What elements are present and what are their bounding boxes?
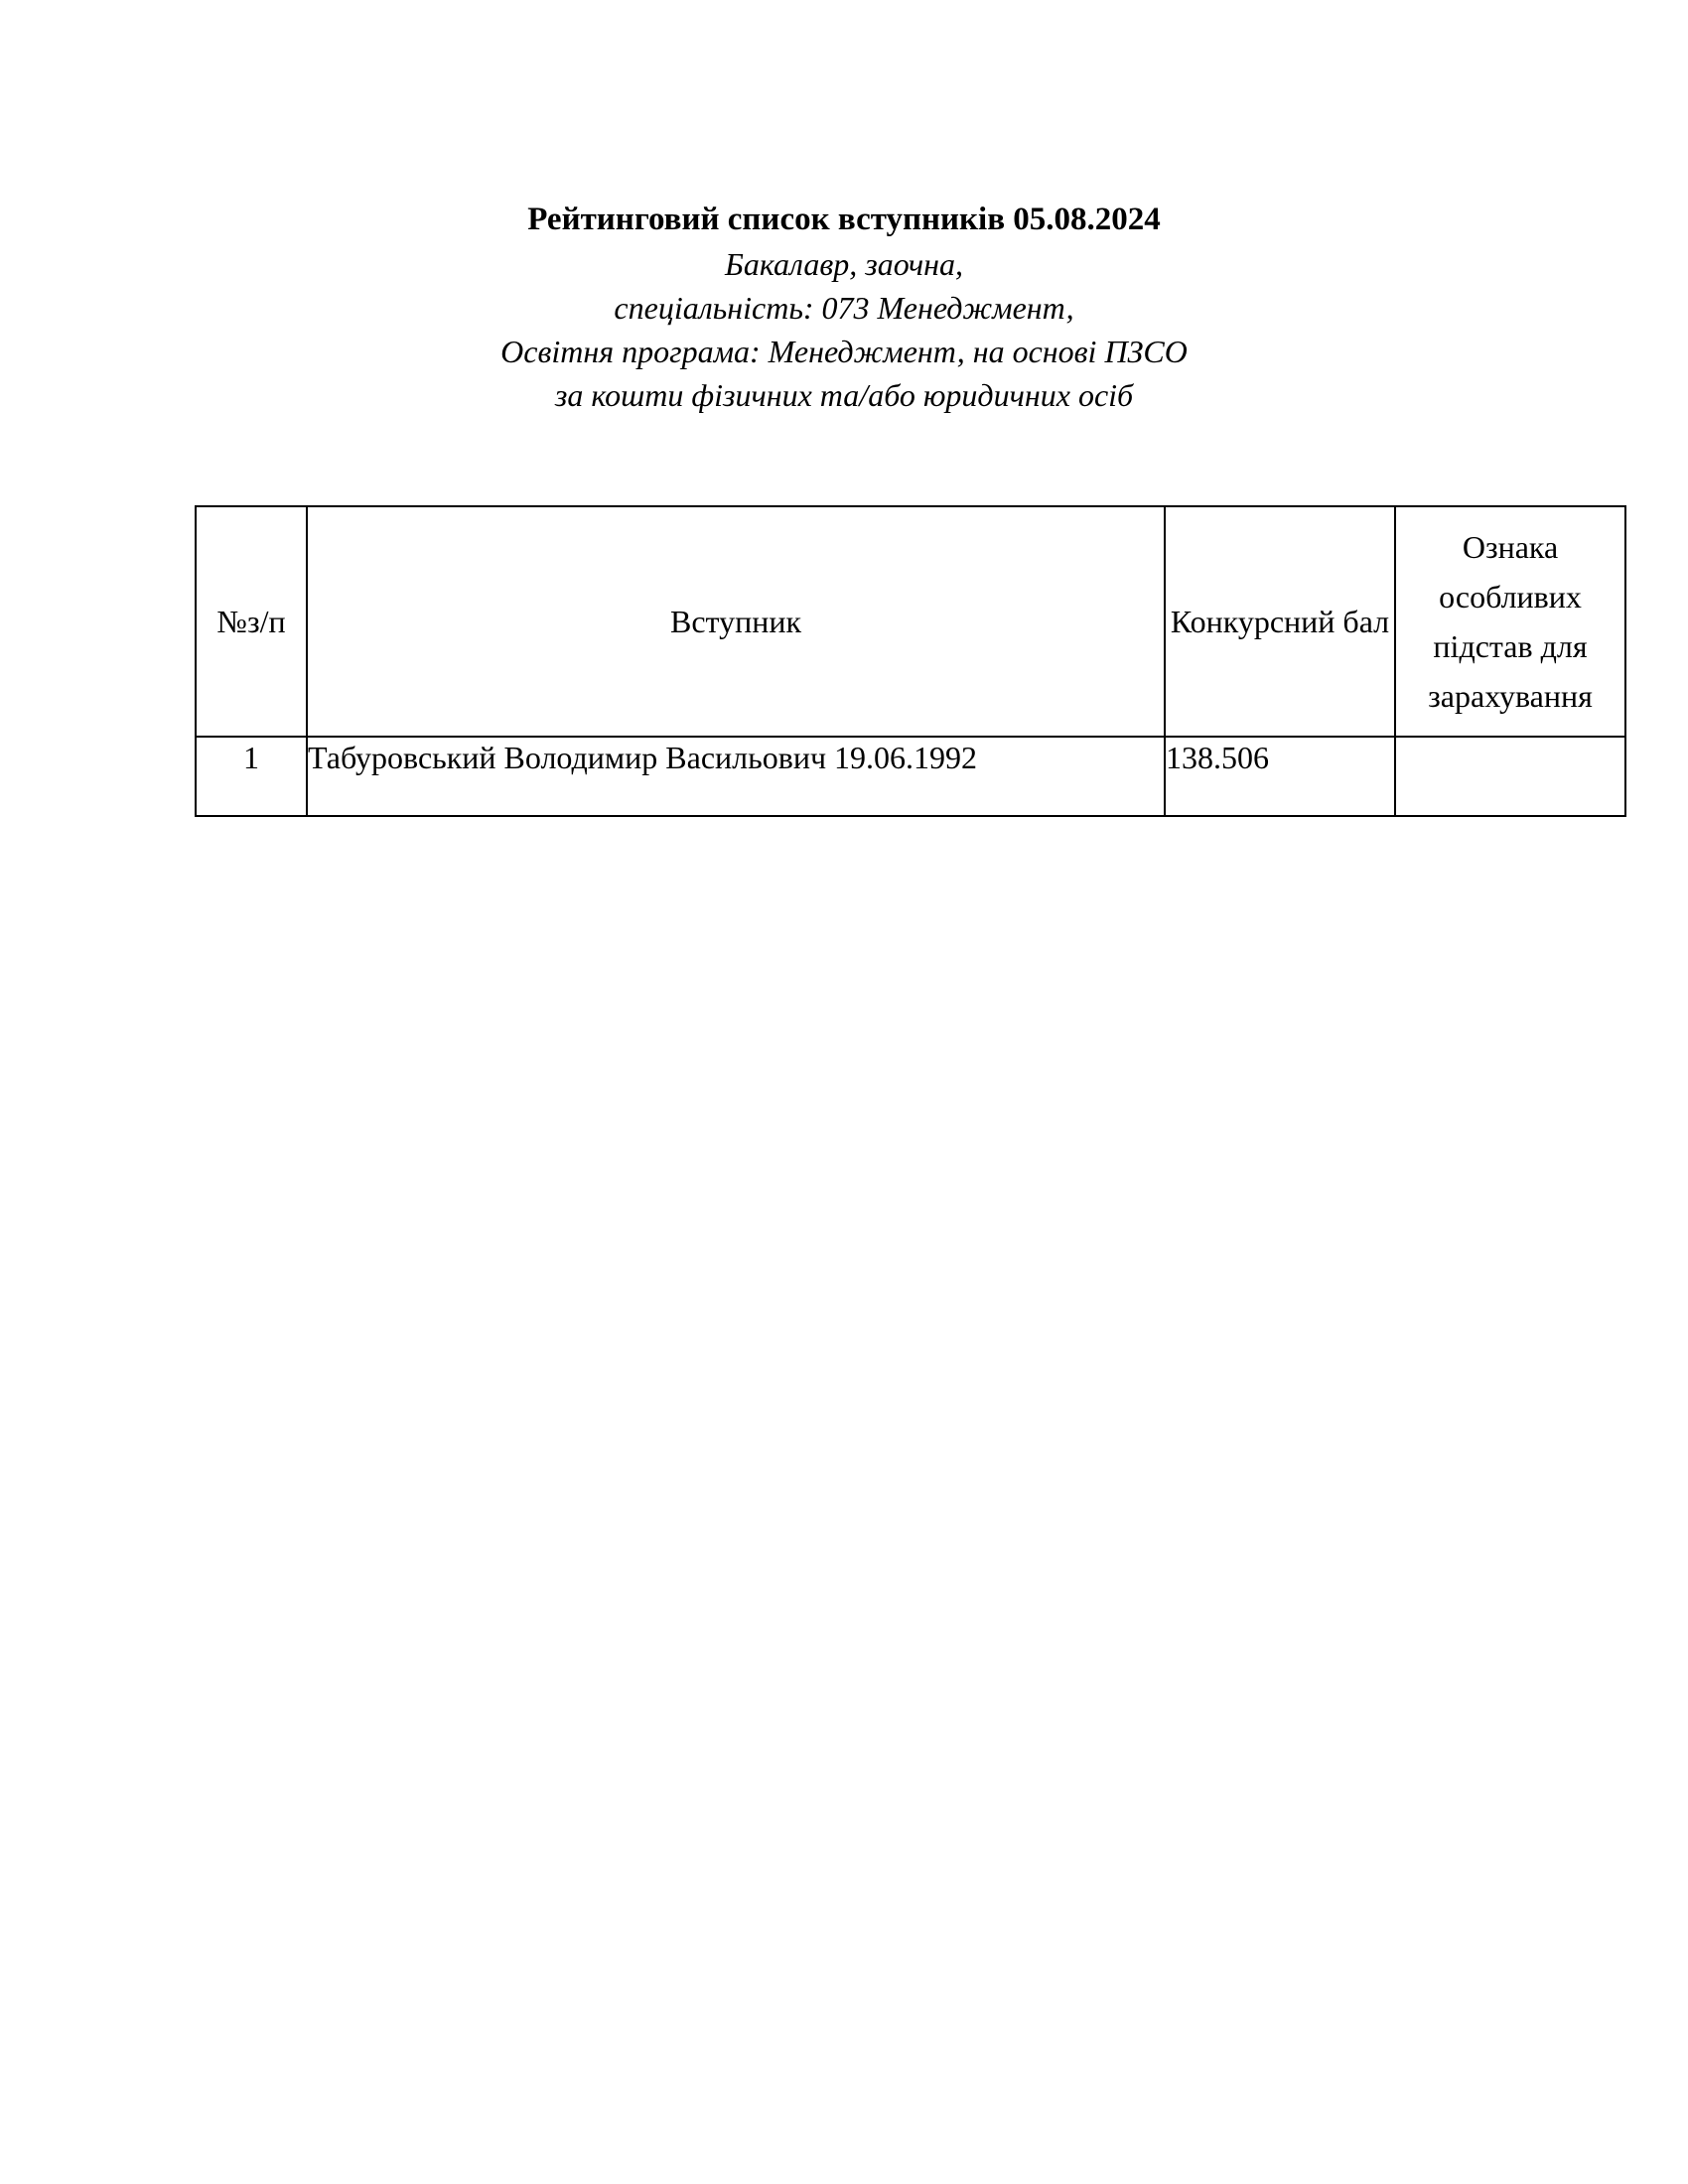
row-applicant: Табуровський Володимир Васильович 19.06.1992 bbox=[307, 737, 1165, 816]
rating-table bbox=[195, 505, 1626, 817]
header-applicant: Вступник bbox=[307, 506, 1165, 737]
subtitle-line-degree: Бакалавр, заочна, bbox=[724, 246, 964, 282]
subtitle-line-program: Освітня програма: Менеджмент, на основі ПЗСО bbox=[500, 334, 1188, 369]
subtitle-line-specialty: спеціальність: 073 Менеджмент, bbox=[614, 290, 1074, 326]
table-header-row bbox=[196, 506, 1625, 737]
header-score: Конкурсний бал bbox=[1165, 506, 1395, 737]
table-row bbox=[196, 737, 1625, 816]
header-special-grounds: Ознака особливих підстав для зарахування bbox=[1395, 506, 1625, 737]
row-number: 1 bbox=[196, 737, 307, 816]
subtitle-line-funding: за кошти фізичних та/або юридичних осіб bbox=[554, 377, 1134, 413]
document-header bbox=[0, 197, 1688, 417]
row-special-grounds bbox=[1395, 737, 1625, 816]
document-title: Рейтинговий список вступників 05.08.2024 bbox=[527, 202, 1161, 237]
row-score: 138.506 bbox=[1165, 737, 1395, 816]
header-number: №з/п bbox=[196, 506, 307, 737]
